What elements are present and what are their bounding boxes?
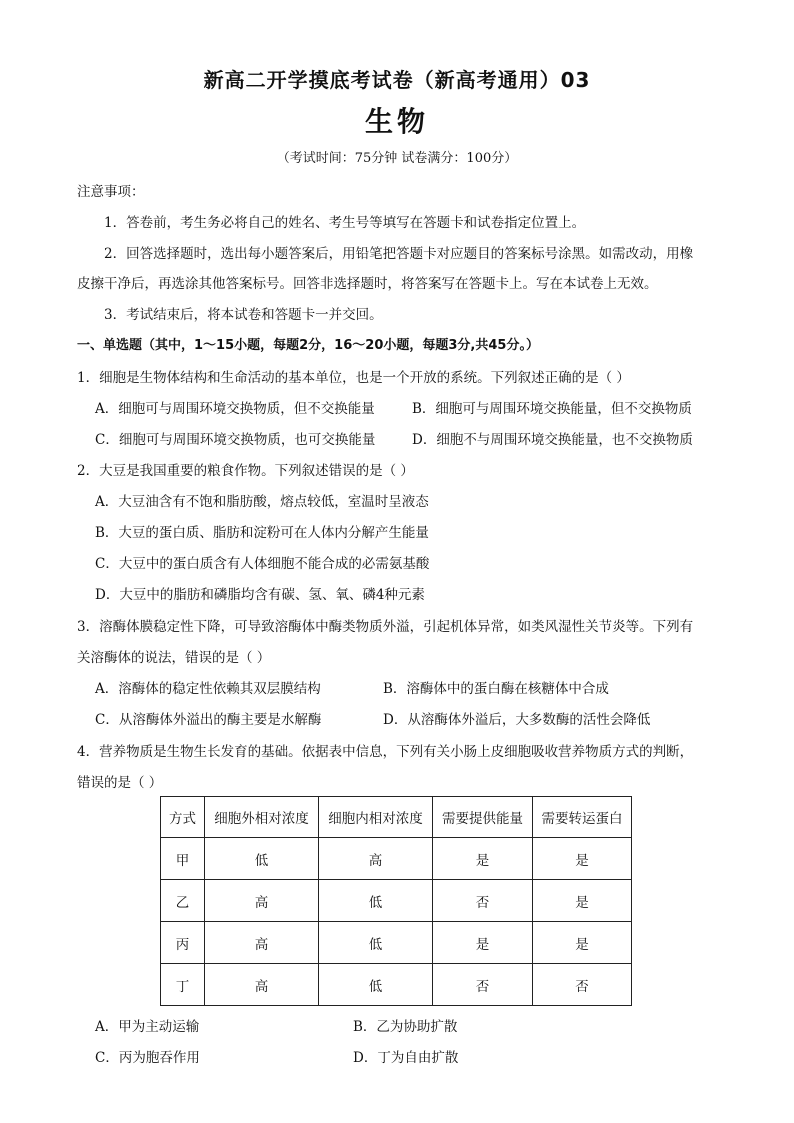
note-item-2-line-2: 皮擦干净后，再选涂其他答案标号。回答非选择题时，将答案写在答题卡上。写在本试卷上无效。	[77, 276, 658, 292]
table-cell: 是	[533, 880, 632, 922]
question-3-option-a: A．溶酶体的稳定性依赖其双层膜结构	[95, 681, 321, 697]
question-4-stem-line-1: 4．营养物质是生物生长发育的基础。依据表中信息，下列有关小肠上皮细胞吸收营养物质方式的判断，	[77, 744, 694, 760]
table-cell: 乙	[161, 880, 205, 922]
question-2-option-c: C．大豆中的蛋白质含有人体细胞不能合成的必需氨基酸	[95, 556, 430, 572]
table-cell: 是	[433, 922, 533, 964]
table-cell: 是	[433, 838, 533, 880]
note-item-1: 1．答卷前，考生务必将自己的姓名、考生号等填写在答题卡和试卷指定位置上。	[104, 215, 586, 231]
table-header-cell: 需要提供能量	[433, 797, 533, 838]
table-cell: 丙	[161, 922, 205, 964]
table-row	[161, 880, 632, 922]
question-1-option-b: B．细胞可与周围环境交换能量，但不交换物质	[412, 401, 692, 417]
table-cell: 否	[433, 964, 533, 1006]
question-2-stem: 2．大豆是我国重要的粮食作物。下列叙述错误的是（ ）	[77, 463, 414, 479]
question-3-stem-line-2: 关溶酶体的说法，错误的是（ ）	[77, 650, 271, 666]
question-4-option-d: D．丁为自由扩散	[353, 1050, 459, 1066]
table-header-cell: 需要转运蛋白	[533, 797, 632, 838]
question-4-option-c: C．丙为胞吞作用	[95, 1050, 200, 1066]
table-cell: 高	[205, 880, 319, 922]
section-heading: 一、单选题（其中，1～15小题，每题2分，16～20小题，每题3分,共45分。）	[77, 338, 539, 353]
table-cell: 低	[319, 922, 433, 964]
table-cell: 否	[433, 880, 533, 922]
table-row	[161, 964, 632, 1006]
note-item-3: 3．考试结束后，将本试卷和答题卡一并交回。	[104, 307, 383, 323]
exam-info: （考试时间：75分钟 试卷满分：100分）	[276, 151, 518, 166]
table-cell: 高	[205, 922, 319, 964]
question-2-option-b: B．大豆的蛋白质、脂肪和淀粉可在人体内分解产生能量	[95, 525, 429, 541]
question-3-stem-line-1: 3．溶酶体膜稳定性下降，可导致溶酶体中酶类物质外溢，引起机体异常，如类风湿性关节炎等。下列有	[77, 619, 694, 635]
table-cell: 是	[533, 922, 632, 964]
question-1-option-c: C．细胞可与周围环境交换物质，也可交换能量	[95, 432, 376, 448]
question-4-stem-line-2: 错误的是（ ）	[77, 775, 163, 791]
question-4-option-b: B．乙为协助扩散	[353, 1019, 458, 1035]
question-1-option-a: A．细胞可与周围环境交换物质，但不交换能量	[95, 401, 375, 417]
question-1-stem: 1．细胞是生物体结构和生命活动的基本单位，也是一个开放的系统。下列叙述正确的是（ ）	[77, 370, 630, 386]
question-3-option-b: B．溶酶体中的蛋白酶在核糖体中合成	[383, 681, 609, 697]
table-cell: 甲	[161, 838, 205, 880]
table-cell: 高	[319, 838, 433, 880]
note-item-2-line-1: 2．回答选择题时，选出每小题答案后，用铅笔把答题卡对应题目的答案标号涂黑。如需改动，用橡	[104, 246, 694, 262]
table-cell: 丁	[161, 964, 205, 1006]
question-4-option-a: A．甲为主动运输	[95, 1019, 200, 1035]
table-cell: 高	[205, 964, 319, 1006]
table-header-cell: 细胞内相对浓度	[319, 797, 433, 838]
question-2-option-a: A．大豆油含有不饱和脂肪酸，熔点较低，室温时呈液态	[95, 494, 429, 510]
question-1-option-d: D．细胞不与周围环境交换能量，也不交换物质	[412, 432, 693, 448]
question-2-option-d: D．大豆中的脂肪和磷脂均含有碳、氢、氧、磷4种元素	[95, 587, 425, 603]
table-cell: 否	[533, 964, 632, 1006]
table-header-cell: 细胞外相对浓度	[205, 797, 319, 838]
table-header-row	[161, 797, 632, 838]
table-cell: 是	[533, 838, 632, 880]
table-header-cell: 方式	[161, 797, 205, 838]
question-3-option-c: C．从溶酶体外溢出的酶主要是水解酶	[95, 712, 322, 728]
page-title: 新高二开学摸底考试卷（新高考通用）03	[203, 68, 591, 92]
subject-title: 生物	[364, 105, 429, 138]
table-row	[161, 922, 632, 964]
table-cell: 低	[319, 880, 433, 922]
transport-table	[160, 796, 632, 1006]
question-3-option-d: D．从溶酶体外溢后，大多数酶的活性会降低	[383, 712, 651, 728]
table-row	[161, 838, 632, 880]
notes-heading: 注意事项：	[77, 184, 145, 200]
table-cell: 低	[319, 964, 433, 1006]
table-cell: 低	[205, 838, 319, 880]
